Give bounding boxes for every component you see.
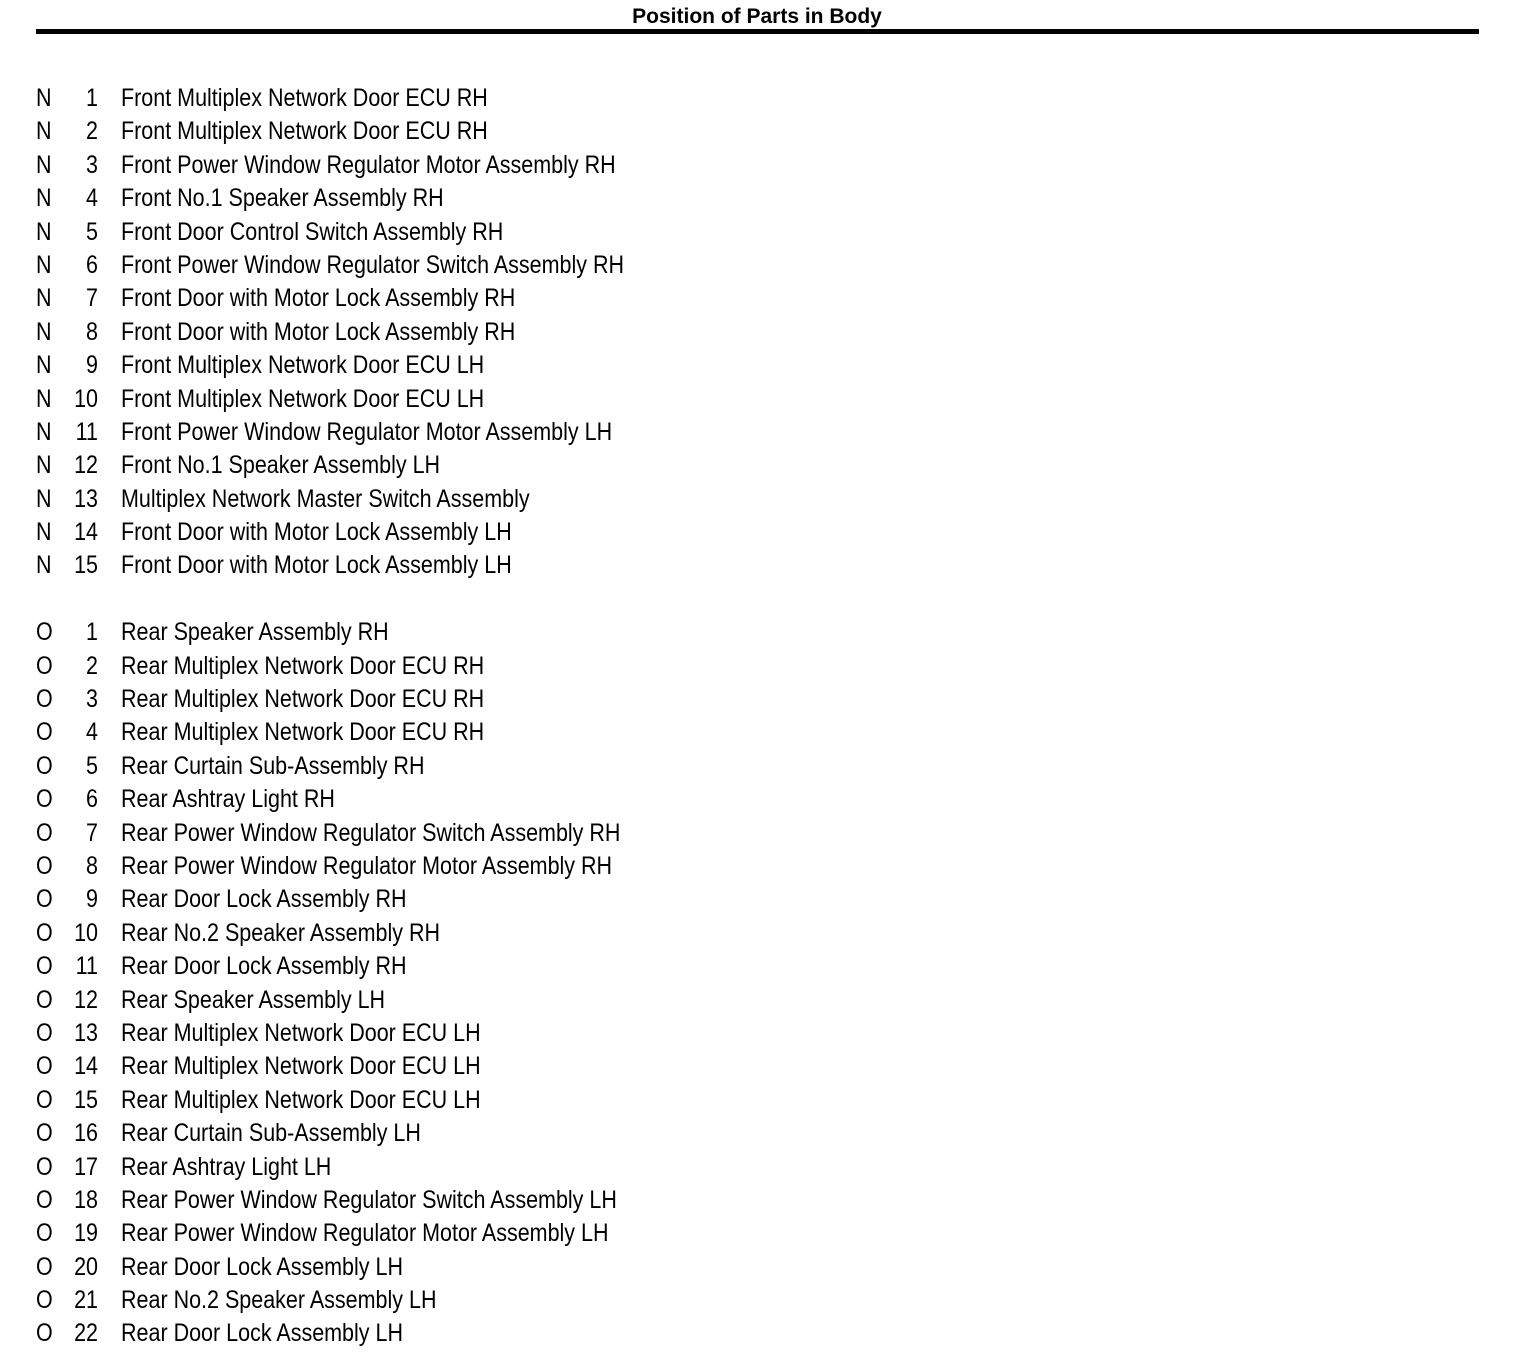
list-item [0, 383, 1000, 416]
part-number: 13 [74, 484, 98, 513]
list-item [0, 483, 1000, 516]
part-section-letter: O [36, 751, 53, 780]
part-name: Front No.1 Speaker Assembly RH [121, 184, 444, 213]
part-number: 8 [86, 317, 98, 346]
part-name: Front Power Window Regulator Switch Assembly RH [121, 250, 625, 279]
list-item [0, 1317, 1000, 1350]
part-section-letter: O [36, 1018, 53, 1047]
part-name: Rear Door Lock Assembly RH [121, 952, 407, 981]
part-name: Front Power Window Regulator Motor Assembly RH [121, 150, 616, 179]
list-item [0, 1184, 1000, 1217]
part-name: Rear Multiplex Network Door ECU RH [121, 718, 485, 747]
part-name: Front Multiplex Network Door ECU RH [121, 117, 488, 146]
part-section-letter: N [36, 84, 52, 112]
part-name: Rear No.2 Speaker Assembly LH [121, 1286, 437, 1315]
part-number: 15 [74, 1085, 98, 1114]
list-item [0, 750, 1000, 783]
part-name: Front Door with Motor Lock Assembly RH [121, 284, 516, 313]
part-name: Rear Speaker Assembly RH [121, 618, 389, 647]
part-section-letter: O [36, 1152, 53, 1181]
part-section-letter: N [36, 250, 52, 279]
list-item [0, 1217, 1000, 1250]
part-number: 1 [86, 84, 98, 112]
list-item [0, 1151, 1000, 1184]
list-item [0, 516, 1000, 549]
part-group-o [0, 616, 1000, 1351]
list-item [0, 349, 1000, 382]
list-item [0, 115, 1000, 148]
part-section-letter: O [36, 1085, 53, 1114]
list-item [0, 883, 1000, 916]
part-section-letter: O [36, 1052, 53, 1081]
part-number: 15 [74, 551, 98, 580]
part-name: Front Door Control Switch Assembly RH [121, 217, 504, 246]
part-number: 20 [74, 1252, 98, 1281]
part-section-letter: O [36, 985, 53, 1014]
part-section-letter: O [36, 1219, 53, 1248]
part-name: Rear Multiplex Network Door ECU RH [121, 651, 485, 680]
part-number: 10 [74, 384, 98, 413]
part-number: 2 [86, 117, 98, 146]
part-section-letter: N [36, 317, 52, 346]
part-section-letter: O [36, 885, 53, 914]
part-name: Front Multiplex Network Door ECU RH [121, 84, 488, 112]
part-number: 4 [86, 184, 98, 213]
list-item [0, 917, 1000, 950]
part-number: 16 [74, 1119, 98, 1148]
list-item [0, 416, 1000, 449]
list-item [0, 1117, 1000, 1150]
part-number: 13 [74, 1018, 98, 1047]
part-number: 3 [86, 685, 98, 714]
part-section-letter: O [36, 785, 53, 814]
part-name: Multiplex Network Master Switch Assembly [121, 484, 530, 513]
part-name: Front No.1 Speaker Assembly LH [121, 451, 441, 480]
list-item [0, 216, 1000, 249]
part-number: 5 [86, 751, 98, 780]
list-item [0, 1050, 1000, 1083]
part-section-letter: O [36, 618, 53, 647]
parts-list [0, 82, 1000, 1351]
part-number: 5 [86, 217, 98, 246]
list-item [0, 817, 1000, 850]
part-section-letter: N [36, 451, 52, 480]
list-item [0, 850, 1000, 883]
part-number: 8 [86, 851, 98, 880]
part-number: 12 [74, 985, 98, 1014]
part-number: 12 [74, 451, 98, 480]
part-number: 9 [86, 351, 98, 380]
part-section-letter: N [36, 184, 52, 213]
part-name: Rear Multiplex Network Door ECU LH [121, 1085, 481, 1114]
part-name: Rear Power Window Regulator Switch Assembly LH [121, 1185, 617, 1214]
list-item [0, 82, 1000, 115]
part-section-letter: O [36, 1319, 53, 1348]
part-name: Rear Curtain Sub-Assembly LH [121, 1119, 421, 1148]
part-number: 6 [86, 250, 98, 279]
part-number: 10 [74, 918, 98, 947]
list-item [0, 249, 1000, 282]
list-item [0, 549, 1000, 582]
list-item [0, 149, 1000, 182]
part-number: 14 [74, 1052, 98, 1081]
part-name: Rear No.2 Speaker Assembly RH [121, 918, 441, 947]
part-section-letter: N [36, 484, 52, 513]
part-number: 19 [74, 1219, 98, 1248]
part-section-letter: O [36, 918, 53, 947]
part-number: 17 [74, 1152, 98, 1181]
part-name: Front Power Window Regulator Motor Assembly LH [121, 417, 613, 446]
part-section-letter: O [36, 818, 53, 847]
part-name: Rear Power Window Regulator Motor Assembly LH [121, 1219, 609, 1248]
part-number: 11 [75, 417, 98, 446]
list-item [0, 1284, 1000, 1317]
part-number: 21 [74, 1286, 98, 1315]
part-name: Rear Power Window Regulator Motor Assembly RH [121, 851, 613, 880]
list-item [0, 716, 1000, 749]
part-number: 2 [86, 651, 98, 680]
part-name: Front Door with Motor Lock Assembly LH [121, 518, 512, 547]
part-section-letter: O [36, 685, 53, 714]
list-item [0, 282, 1000, 315]
part-section-letter: O [36, 952, 53, 981]
list-item [0, 650, 1000, 683]
part-section-letter: N [36, 551, 52, 580]
part-name: Rear Ashtray Light RH [121, 785, 335, 814]
part-name: Front Multiplex Network Door ECU LH [121, 384, 485, 413]
part-number: 7 [86, 818, 98, 847]
part-name: Rear Multiplex Network Door ECU RH [121, 685, 485, 714]
list-item [0, 1017, 1000, 1050]
part-name: Rear Door Lock Assembly LH [121, 1319, 403, 1348]
part-number: 7 [86, 284, 98, 313]
part-section-letter: N [36, 518, 52, 547]
part-number: 6 [86, 785, 98, 814]
part-number: 3 [86, 150, 98, 179]
list-item [0, 984, 1000, 1017]
part-name: Rear Door Lock Assembly RH [121, 885, 407, 914]
page-title: Position of Parts in Body [632, 5, 882, 28]
part-section-letter: O [36, 1286, 53, 1315]
list-item [0, 616, 1000, 649]
part-section-letter: N [36, 384, 52, 413]
part-section-letter: N [36, 117, 52, 146]
part-name: Rear Multiplex Network Door ECU LH [121, 1052, 481, 1081]
part-name: Rear Speaker Assembly LH [121, 985, 386, 1014]
part-number: 11 [75, 952, 98, 981]
list-item [0, 783, 1000, 816]
part-number: 4 [86, 718, 98, 747]
part-section-letter: O [36, 851, 53, 880]
part-section-letter: O [36, 718, 53, 747]
part-section-letter: O [36, 1252, 53, 1281]
part-number: 22 [74, 1319, 98, 1348]
part-name: Rear Multiplex Network Door ECU LH [121, 1018, 481, 1047]
part-section-letter: O [36, 651, 53, 680]
part-group-n [0, 82, 1000, 583]
part-section-letter: N [36, 150, 52, 179]
list-item [0, 1251, 1000, 1284]
part-number: 18 [74, 1185, 98, 1214]
list-item [0, 449, 1000, 482]
list-item [0, 683, 1000, 716]
part-name: Rear Curtain Sub-Assembly RH [121, 751, 425, 780]
list-item [0, 950, 1000, 983]
title-rule [36, 29, 1479, 34]
part-name: Rear Power Window Regulator Switch Assembly RH [121, 818, 621, 847]
part-section-letter: O [36, 1185, 53, 1214]
part-number: 9 [86, 885, 98, 914]
part-section-letter: N [36, 217, 52, 246]
part-name: Front Multiplex Network Door ECU LH [121, 351, 485, 380]
part-section-letter: O [36, 1119, 53, 1148]
part-name: Rear Ashtray Light LH [121, 1152, 332, 1181]
list-item [0, 182, 1000, 215]
part-section-letter: N [36, 284, 52, 313]
part-name: Front Door with Motor Lock Assembly LH [121, 551, 512, 580]
part-section-letter: N [36, 351, 52, 380]
part-name: Rear Door Lock Assembly LH [121, 1252, 403, 1281]
part-number: 14 [74, 518, 98, 547]
list-item [0, 1084, 1000, 1117]
part-number: 1 [86, 618, 98, 647]
list-item [0, 316, 1000, 349]
part-section-letter: N [36, 417, 52, 446]
part-name: Front Door with Motor Lock Assembly RH [121, 317, 516, 346]
